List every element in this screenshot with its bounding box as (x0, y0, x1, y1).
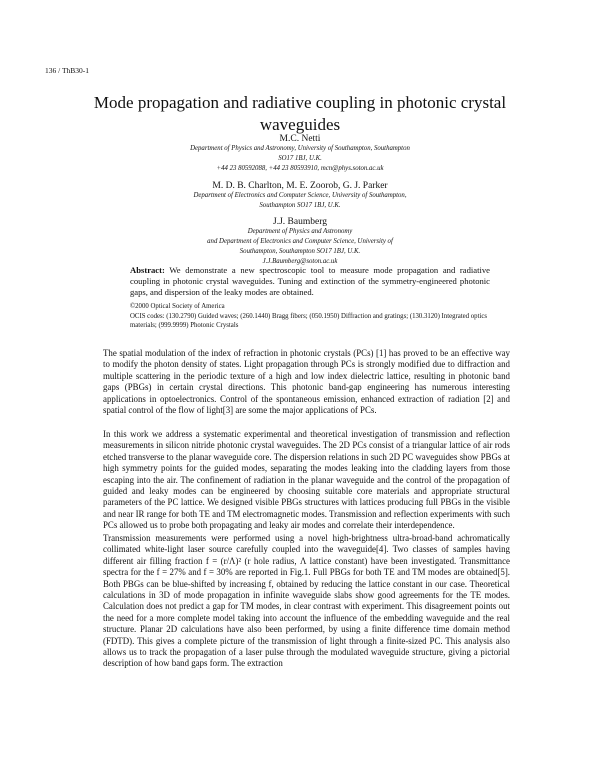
body-paragraph-1: The spatial modulation of the index of refraction in photonic crystals (PCs) [1] has proved to be an effective way to modify the photon density of states. Light propagation through PCs is strongly modified due to diffraction and multiple scattering in the periodic texture of a high and low index dielectric lattice, resulting in photonic band gaps (PBGs) in certain crystal directions. This photonic band-gap engineering has numerous interesting applications in optoelectronics. Control of the spontaneous emission, enhanced extraction of radiation [2] and spatial control of the flow of light[3] are some the major applications of PCs. (103, 348, 510, 416)
author-affiliation: Department of Physics and Astronomy, University of Southampton, Southampton (190, 145, 410, 152)
author-name: M. D. B. Charlton, M. E. Zoorob, G. J. Parker (212, 181, 388, 191)
copyright: ©2000 Optical Society of America (130, 303, 225, 310)
author-name: J.J. Baumberg (273, 217, 327, 227)
author-contact: +44 23 80592088, +44 23 80593910, mcn@phys.soton.ac.uk (216, 165, 384, 172)
author-block-1 (60, 134, 540, 174)
author-affiliation: Department of Electronics and Computer Science, University of Southampton, (193, 192, 407, 199)
author-affiliation: SO17 1BJ, U.K. (278, 155, 322, 162)
author-affiliation: and Department of Electronics and Computer Science, University of (207, 238, 393, 245)
body-paragraph-2: In this work we address a systematic experimental and theoretical investigation of transmission and reflection measurements in silicon nitride photonic crystal waveguides. The 2D PCs consist of a triangular lattice of air rods etched transverse to the planar waveguide core. The dispersion relations in such 2D PC waveguides show PBGs at high symmetry points for the guided modes, separating the modes leaking into the cladding layers from those escaping into the air. The confinement of radiation in the planar waveguide and the control of the propagation of guided and leaky modes can be engineered by choosing suitable core materials and appropriate structural parameters of the PC lattice. We designed visible PBGs structures with lattices producing full PBGs in the visible and near IR range for both TE and TM electromagnetic modes. Transmission and reflection experiments with such PCs allowed us to probe both propagating and leaky air modes and correlate their interdependence. (103, 429, 510, 531)
author-affiliation: Southampton SO17 1BJ, U.K. (259, 202, 341, 209)
body-paragraph-3: Transmission measurements were performed using a novel high-brightness ultra-broad-band achromatically collimated white-light laser source carefully coupled into the waveguide[4]. Two classes of samples having different air filling fraction f = (r/Λ)² (r hole radius, Λ lattice constant) have been investigated. Transmittance spectra for the f = 27% and f = 30% are reported in Fig.1. Full PBGs for both TE and TM modes are obtained[5]. Both PBGs can be blue-shifted by increasing f, obtained by reducing the lattice constant in our case. Theoretical calculations in 3D of mode propagation in infinite waveguide slabs show good agreements for the TE modes. Calculation does not predict a gap for TM modes, in clear contrast with experiment. This disagreement points out the need for a more complete model taking into account the influence of the embedding waveguide and the real structure. Planar 2D calculations have also been performed, by using a finite difference time domain method (FDTD). This gives a complete picture of the transmission of light through a finite-sized PC. This analysis also allows us to track the propagation of a laser pulse through the modulated waveguide structure, giving a pictorial description of how band gaps form. The extraction (103, 533, 510, 669)
ocis-block (130, 302, 495, 331)
ocis-codes: OCIS codes: (130.2790) Guided waves; (260.1440) Bragg fibers; (050.1950) Diffraction and gratings; (130.3120) Integrated optics materials; (999.9999) Photonic Crystals (130, 312, 488, 329)
author-affiliation: Department of Physics and Astronomy (247, 228, 353, 235)
paper-code: 136 / ThB30-1 (45, 66, 90, 75)
author-name: M.C. Netti (279, 134, 321, 144)
paper-title: Mode propagation and radiative coupling in photonic crystal waveguides (93, 93, 507, 134)
author-block-2 (60, 181, 540, 211)
author-block-3 (60, 217, 540, 267)
author-affiliation: Southampton, Southampton SO17 1BJ, U.K. (239, 248, 361, 255)
abstract (130, 265, 490, 298)
author-contact: J.J.Baumberg@soton.ac.uk (262, 258, 338, 265)
abstract-text: We demonstrate a new spectroscopic tool to measure mode propagation and radiative coupling in photonic crystal waveguides. Tuning and extinction of the symmetry-engineered photonic gaps, and dispersion of the leaky modes are obtained. (130, 265, 490, 297)
abstract-label: Abstract: (130, 265, 165, 275)
